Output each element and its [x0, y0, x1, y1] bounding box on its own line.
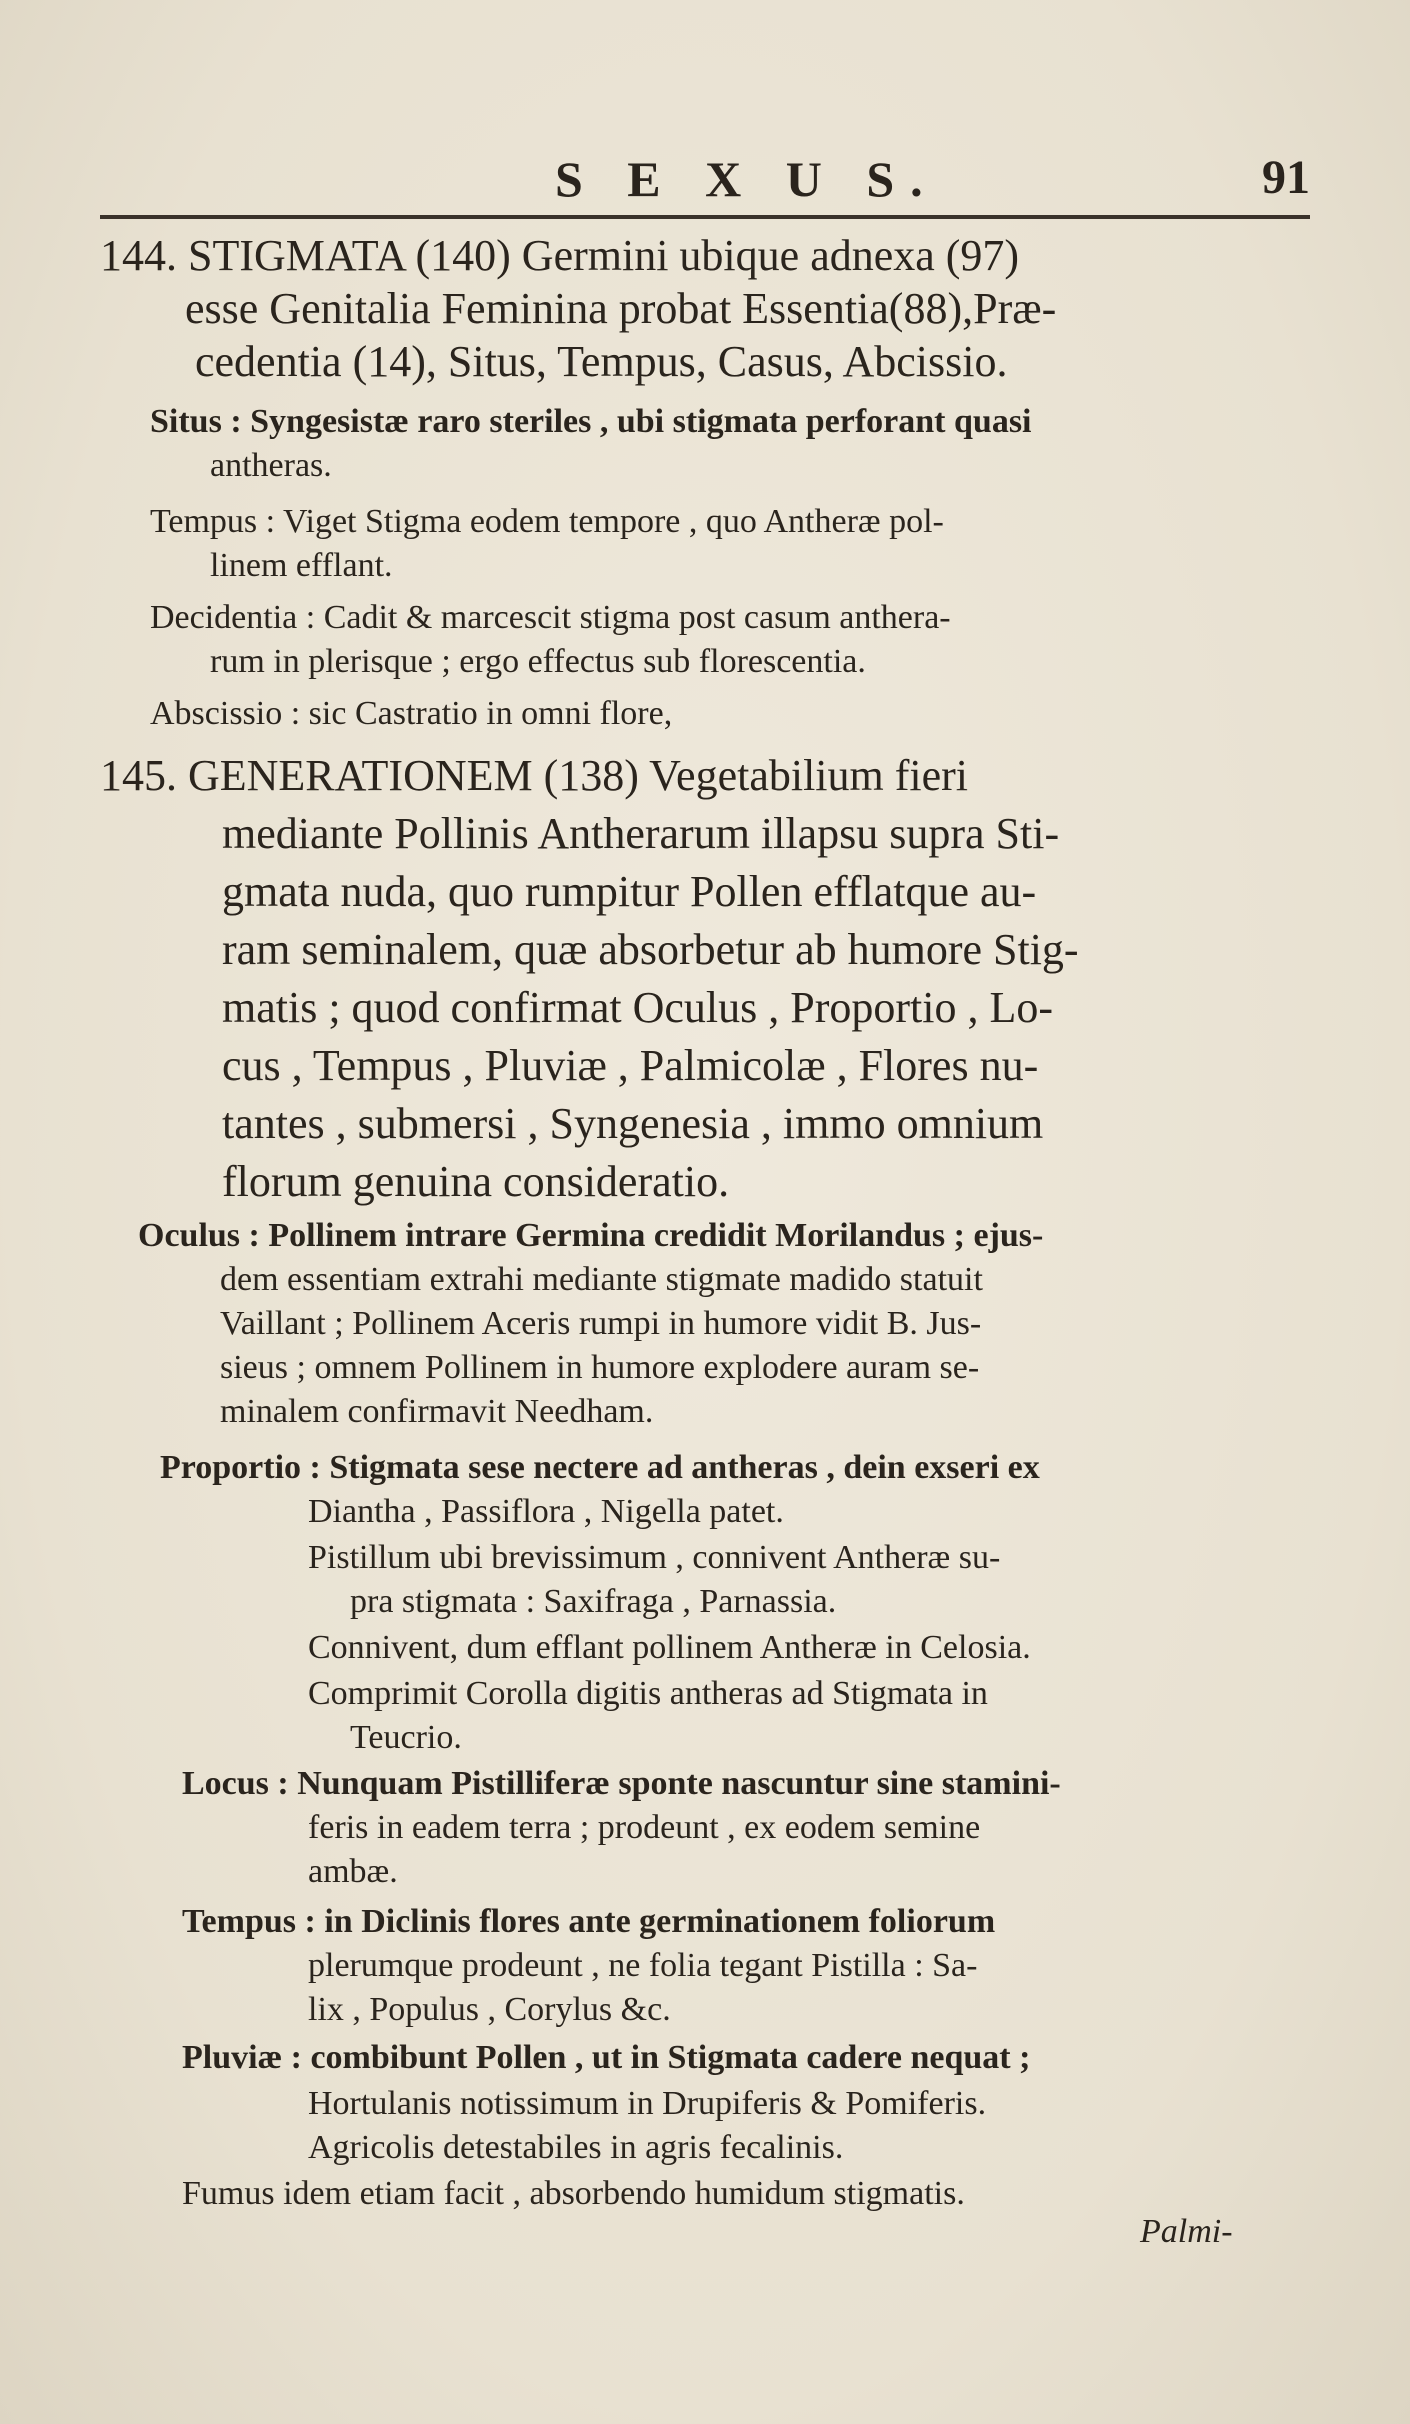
text-line: matis ; quod confirmat Oculus , Proportio , Lo-	[222, 983, 1053, 1032]
text-line: Decidentia : Cadit & marcescit stigma post casum anthera-	[150, 599, 951, 636]
text-line: Tempus : Viget Stigma eodem tempore , quo Antheræ pol-	[150, 503, 944, 540]
text-line: Teucrio.	[350, 1719, 462, 1756]
text-line: Vaillant ; Pollinem Aceris rumpi in humore vidit B. Jus-	[220, 1305, 982, 1342]
text-line: Oculus : Pollinem intrare Germina credidit Morilandus ; ejus-	[138, 1217, 1044, 1254]
text-line: lix , Populus , Corylus &c.	[308, 1991, 671, 2028]
text-line: sieus ; omnem Pollinem in humore explodere auram se-	[220, 1349, 980, 1386]
running-head	[100, 150, 1310, 210]
text-line: Diantha , Passiflora , Nigella patet.	[308, 1493, 784, 1530]
header-rule	[100, 215, 1310, 219]
text-line: Agricolis detestabiles in agris fecalinis.	[308, 2129, 844, 2166]
text-line: feris in eadem terra ; prodeunt , ex eodem semine	[308, 1809, 981, 1846]
page-number: 91	[1262, 151, 1310, 204]
text-line: plerumque prodeunt , ne folia tegant Pistilla : Sa-	[308, 1947, 978, 1984]
text-line: ram seminalem, quæ absorbetur ab humore Stig-	[222, 925, 1079, 974]
catchword: Palmi-	[1140, 2213, 1233, 2250]
text-line: rum in plerisque ; ergo effectus sub florescentia.	[210, 643, 866, 680]
text-line: Pistillum ubi brevissimum , connivent Antheræ su-	[308, 1539, 1001, 1576]
text-line: Abscissio : sic Castratio in omni flore,	[150, 695, 673, 732]
text-line: 144. STIGMATA (140) Germini ubique adnexa (97)	[100, 231, 1020, 280]
text-line: Tempus : in Diclinis flores ante germinationem foliorum	[182, 1903, 996, 1940]
text-line: Connivent, dum efflant pollinem Antheræ in Celosia.	[308, 1629, 1031, 1666]
text-line: Locus : Nunquam Pistilliferæ sponte nascuntur sine stamini-	[182, 1765, 1061, 1802]
text-line: cedentia (14), Situs, Tempus, Casus, Abcissio.	[195, 337, 1008, 386]
text-line: pra stigmata : Saxifraga , Parnassia.	[350, 1583, 837, 1620]
text-line: esse Genitalia Feminina probat Essentia(88),Præ-	[185, 284, 1057, 333]
text-line: Situs : Syngesistæ raro steriles , ubi stigmata perforant quasi	[150, 403, 1032, 440]
text-line: florum genuina consideratio.	[222, 1157, 730, 1206]
text-line: tantes , submersi , Syngenesia , immo omnium	[222, 1099, 1044, 1148]
text-line: linem efflant.	[210, 547, 393, 584]
text-line: mediante Pollinis Antherarum illapsu supra Sti-	[222, 809, 1060, 858]
text-line: 145. GENERATIONEM (138) Vegetabilium fieri	[100, 751, 969, 800]
text-line: Proportio : Stigmata sese nectere ad antheras , dein exseri ex	[160, 1449, 1040, 1486]
text-line: antheras.	[210, 447, 332, 484]
text-line: Fumus idem etiam facit , absorbendo humidum stigmatis.	[182, 2175, 965, 2212]
text-line: ambæ.	[308, 1853, 398, 1890]
text-line: gmata nuda, quo rumpitur Pollen efflatque au-	[222, 867, 1037, 916]
text-line: cus , Tempus , Pluviæ , Palmicolæ , Flores nu-	[222, 1041, 1039, 1090]
text-line: minalem confirmavit Needham.	[220, 1393, 654, 1430]
text-line: dem essentiam extrahi mediante stigmate madido statuit	[220, 1261, 983, 1298]
text-line: Comprimit Corolla digitis antheras ad Stigmata in	[308, 1675, 988, 1712]
running-title: S E X U S.	[555, 151, 939, 207]
text-line: Hortulanis notissimum in Drupiferis & Pomiferis.	[308, 2085, 987, 2122]
text-line: Pluviæ : combibunt Pollen , ut in Stigmata cadere nequat ;	[182, 2039, 1031, 2076]
